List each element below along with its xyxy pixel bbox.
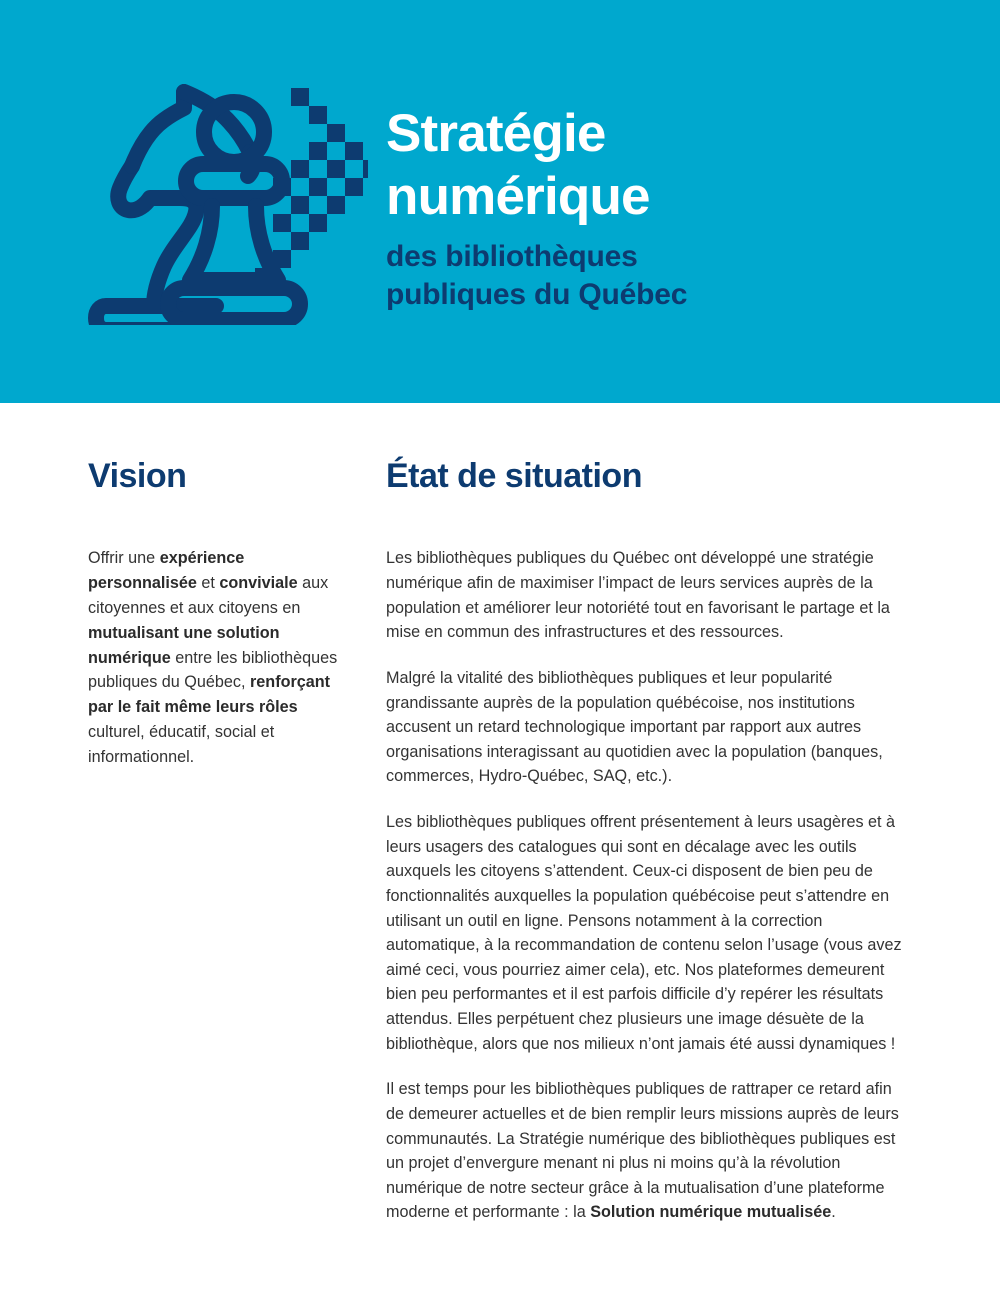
vision-bold-1: expérience personnalisée: [88, 549, 245, 593]
chess-knight-pawn-pixel-logo: [88, 80, 368, 325]
page-subtitle: [386, 238, 946, 315]
vision-bold-2: conviviale: [219, 574, 298, 593]
page-title: [386, 103, 946, 228]
situation-paragraph-4: [386, 1077, 914, 1225]
situation-text-1: Il est temps pour les bibliothèques publiques de rattraper ce retard afin de demeurer actuelles et de bien remplir leurs missions auprès de leurs communautés. La Stratégie numérique des bibliothèques publiques est un projet d’envergure menant ni plus ni moins qu’à la révolution numérique de notre secteur grâce à la mutualisation d’une plateforme moderne et performante : la: [386, 1080, 899, 1222]
vision-text-1: Offrir une: [88, 549, 160, 568]
situation-heading: État de situation: [386, 457, 642, 495]
vision-text-2: et: [196, 574, 220, 593]
vision-heading: Vision: [88, 457, 187, 495]
situation-paragraph-1: Les bibliothèques publiques du Québec ont développé une stratégie numérique afin de maximiser l’impact de leurs services auprès de la population et améliorer leur notoriété tout en favorisant le partage et la mise en commun des infrastructures et des ressources.: [386, 549, 890, 642]
vision-text-5: culturel, éducatif, social et informationnel.: [88, 722, 275, 766]
subtitle-line-1: des bibliothèques: [386, 240, 638, 274]
situation-text-2: .: [831, 1203, 836, 1222]
vision-bold-3: mutualisant une solution numérique: [88, 623, 280, 667]
header-banner: [0, 0, 1000, 403]
vision-column: [88, 458, 340, 769]
vision-text-4: entre les bibliothèques publiques du Québec,: [88, 648, 338, 692]
situation-column: [386, 458, 914, 1225]
situation-paragraph-2: Malgré la vitalité des bibliothèques publiques et leur popularité grandissante auprès de la population québécoise, nos institutions accusent un retard technologique important par rapport aux autres organisations interagissant au quotidien avec la population (banques, commerces, Hydro-Québec, SAQ, etc.).: [386, 668, 883, 786]
vision-body: [88, 546, 340, 769]
situation-body: [386, 546, 914, 1225]
situation-paragraph-3: Les bibliothèques publiques offrent présentement à leurs usagères et à leurs usagers des catalogues qui sont en décalage avec les outils auxquels les citoyens s’attendent. Ceux-ci disposent de bien peu de fonctionnalités auxquelles la population québécoise peut s’attendre en utilisant un outil en ligne. Pensons notamment à la correction automatique, à la recommandation de contenu selon l’usage (vous avez aimé ceci, vous pourriez aimer cela), etc. Nos plateformes demeurent bien peu performantes et il est parfois difficile d’y repérer les résultats attendus. Elles perpétuent chez plusieurs une image désuète de la bibliothèque, alors que nos milieux n’ont jamais été aussi dynamiques !: [386, 813, 902, 1053]
vision-bold-4: renforçant par le fait même leurs rôles: [88, 673, 331, 717]
subtitle-line-2: publiques du Québec: [386, 278, 688, 312]
title-line-2: numérique: [386, 166, 650, 226]
situation-bold-1: Solution numérique mutualisée: [590, 1203, 832, 1222]
title-line-1: Stratégie: [386, 104, 606, 163]
vision-paragraph: [88, 546, 340, 769]
banner-text-block: [386, 103, 946, 315]
vision-text-3: aux citoyennes et aux citoyens en: [88, 574, 329, 617]
